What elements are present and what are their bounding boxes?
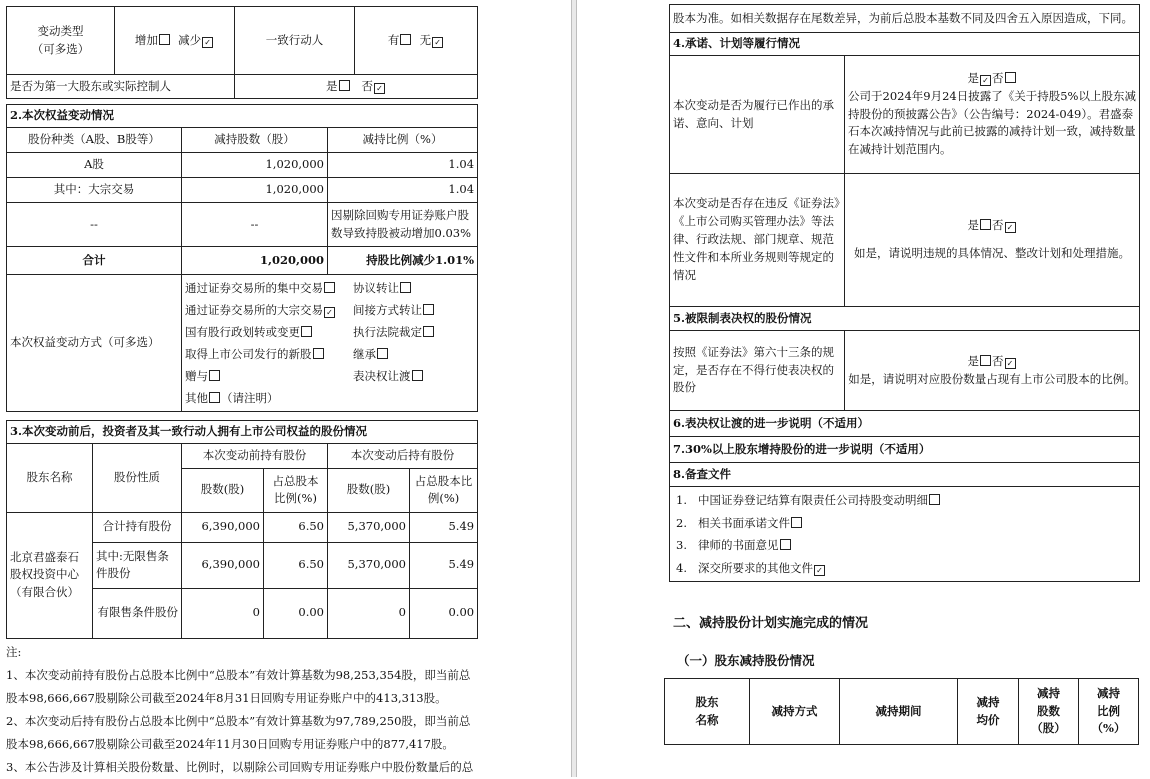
after-pct-cell: 5.49: [410, 512, 478, 542]
nature-cell: 合计持有股份: [93, 512, 182, 542]
table-row: [7, 178, 478, 203]
section-8-title: 8.备查文件: [670, 463, 1140, 487]
col-nature: 股份性质: [93, 443, 182, 512]
section-5-title: 5.被限制表决权的股份情况: [670, 307, 1140, 331]
before-shares-cell: 6,390,000: [182, 512, 264, 542]
after-shares-cell: 5,370,000: [328, 542, 410, 588]
total-shares: 1,020,000: [182, 247, 328, 275]
left-page: [0, 0, 571, 777]
method-1-checkbox[interactable]: [324, 282, 335, 293]
q4a-label: 本次变动是否为履行已作出的承诺、意向、计划: [670, 56, 845, 174]
table-row: [7, 203, 478, 247]
table-row: [7, 512, 478, 542]
total-ratio: 持股比例减少1.01%: [328, 247, 478, 275]
concert-label: 一致行动人: [235, 7, 355, 75]
dash-cell: --: [182, 203, 328, 247]
decrease-checkbox[interactable]: [202, 37, 213, 48]
q4b-answer: 是 否✓ 如是，请说明违规的具体情况、整改计划和处理措施。: [845, 174, 1140, 307]
change-type-cell: 变动类型 （可多选）: [7, 7, 115, 75]
q4b-label: 本次变动是否存在违反《证券法》《上市公司购买管理办法》等法律、行政法规、部门规章、规范性文件和本所业务规则等规定的情况: [670, 174, 845, 307]
after-pct-cell: 0.00: [410, 588, 478, 638]
change-type-options: 增加 减少✓: [115, 7, 235, 75]
method-label: 本次权益变动方式（可多选）: [7, 275, 182, 412]
method-options: 通过证券交易所的集中交易 协议转让 通过证券交易所的大宗交易✓ 间接方式转让 国有股行政划转或变更 执行法院裁定 取得上市公司发行的新股 继承 赠与 表决权让渡 其他 （请注明）: [182, 275, 478, 412]
col-holder: 股东名称: [7, 443, 93, 512]
holder-name: 北京君盛泰石股权投资中心（有限合伙）: [7, 512, 93, 638]
reduce-ratio-cell: 1.04: [328, 178, 478, 203]
dash-cell: --: [7, 203, 182, 247]
commitment-table: [669, 4, 1140, 582]
before-pct-cell: 6.50: [264, 542, 328, 588]
note-3: 3、本公告涉及计算相关股份数量、比例时，以剔除公司回购专用证券账户中股份数量后的总: [6, 760, 474, 774]
before-shares-cell: 6,390,000: [182, 542, 264, 588]
after-shares-cell: 0: [328, 588, 410, 638]
before-pct-cell: 6.50: [264, 512, 328, 542]
concert-no-checkbox[interactable]: [432, 37, 443, 48]
docs-list: [670, 487, 1140, 582]
concert-options: 有 无✓: [355, 7, 478, 75]
heading-section-2: 二、减持股份计划实施完成的情况: [673, 616, 869, 631]
col-reduce-shares: 减持股数（股）: [182, 128, 328, 153]
notes-title: 注:: [6, 645, 22, 659]
reduction-table: [664, 678, 1139, 745]
passive-note: 因剔除回购专用证券账户股数导致持股被动增加0.03%: [328, 203, 478, 247]
col-reduce-ratio: 减持比例（%）: [328, 128, 478, 153]
q5-answer: 是 否✓ 如是，请说明对应股份数量占现有上市公司股本的比例。: [845, 331, 1140, 411]
method-8-checkbox[interactable]: [377, 348, 388, 359]
reduce-shares-cell: 1,020,000: [182, 153, 328, 178]
col-before-pct: 占总股本比例(%): [264, 468, 328, 512]
method-5-checkbox[interactable]: [301, 326, 312, 337]
share-type-cell: A股: [7, 153, 182, 178]
after-shares-cell: 5,370,000: [328, 512, 410, 542]
note-2: 2、本次变动后持有股份占总股本比例中“总股本”有效计算基数为97,789,250股，即当前总股本98,666,667股剔除公司截至2024年11月30日回购专用证券账户中的877,417股。: [6, 714, 471, 751]
total-label: 合计: [7, 247, 182, 275]
col-holder-name: 股东 名称: [665, 679, 750, 745]
section-3-title: 3.本次变动前后，投资者及其一致行动人拥有上市公司权益的股份情况: [7, 421, 478, 444]
method-10-checkbox[interactable]: [412, 370, 423, 381]
method-3-checkbox[interactable]: [324, 307, 335, 318]
first-holder-label: 是否为第一大股东或实际控制人: [7, 75, 235, 99]
equity-change-table: [6, 104, 478, 412]
col-before: 本次变动前持有股份: [182, 443, 328, 468]
reduce-shares-cell: 1,020,000: [182, 178, 328, 203]
section-4-title: 4.承诺、计划等履行情况: [670, 33, 1140, 56]
col-after-pct: 占总股本比例(%): [410, 468, 478, 512]
method-6-checkbox[interactable]: [423, 326, 434, 337]
col-shares: 减持 股数 （股）: [1019, 679, 1079, 745]
list-item: 3. 律师的书面意见: [676, 534, 1136, 557]
right-page: [577, 0, 1150, 777]
note-1: 1、本次变动前持有股份占总股本比例中“总股本”有效计算基数为98,253,354股，即当前总股本98,666,667股剔除公司截至2024年8月31日回购专用证券账户中的413,313股。: [6, 668, 471, 705]
nature-cell: 其中:无限售条件股份: [93, 542, 182, 588]
col-after: 本次变动后持有股份: [328, 443, 478, 468]
list-item: 4. 深交所要求的其他文件✓: [676, 557, 1136, 580]
method-7-checkbox[interactable]: [313, 348, 324, 359]
change-type-table: [6, 6, 478, 99]
first-holder-yes-checkbox[interactable]: [339, 80, 350, 91]
q5-no-checkbox[interactable]: [1005, 358, 1016, 369]
doc-4-checkbox[interactable]: [814, 565, 825, 576]
share-type-cell: 其中：大宗交易: [7, 178, 182, 203]
q4a-yes-checkbox[interactable]: [980, 75, 991, 86]
col-method: 减持方式: [750, 679, 840, 745]
notes-block: [6, 641, 476, 779]
q5-yes-checkbox[interactable]: [980, 355, 991, 366]
before-shares-cell: 0: [182, 588, 264, 638]
continued-text: 股本为准。如相关数据存在尾数差异，为前后总股本基数不同及四舍五入原因造成，下同。: [670, 5, 1140, 33]
col-after-shares: 股数(股): [328, 468, 410, 512]
method-9-checkbox[interactable]: [209, 370, 220, 381]
doc-3-checkbox[interactable]: [780, 539, 791, 550]
first-holder-options: 是 否✓: [235, 75, 478, 99]
col-ratio: 减持 比例 （%）: [1079, 679, 1139, 745]
col-avg-price: 减持 均价: [958, 679, 1019, 745]
q4a-no-checkbox[interactable]: [1005, 72, 1016, 83]
section-2-title: 2.本次权益变动情况: [7, 105, 478, 128]
doc-2-checkbox[interactable]: [791, 517, 802, 528]
after-pct-cell: 5.49: [410, 542, 478, 588]
table-row: [7, 153, 478, 178]
q4a-answer: 是✓ 否 公司于2024年9月24日披露了《关于持股5%以上股东减持股份的预披露公告》（公告编号：2024-049）。君盛泰石本次减持情况与此前已披露的减持计划一致，减持数量在减持计划范围内。: [845, 56, 1140, 174]
list-item: 2. 相关书面承诺文件: [676, 512, 1136, 535]
method-2-checkbox[interactable]: [400, 282, 411, 293]
first-holder-no-checkbox[interactable]: [374, 83, 385, 94]
q4b-yes-checkbox[interactable]: [980, 219, 991, 230]
q5-label: 按照《证券法》第六十三条的规定，是否存在不得行使表决权的股份: [670, 331, 845, 411]
concert-yes-checkbox[interactable]: [400, 34, 411, 45]
doc-1-checkbox[interactable]: [929, 494, 940, 505]
holdings-table: [6, 420, 478, 639]
col-share-type: 股份种类（A股、B股等）: [7, 128, 182, 153]
section-6-title: 6.表决权让渡的进一步说明（不适用）: [670, 411, 1140, 437]
method-4-checkbox[interactable]: [423, 304, 434, 315]
list-item: 1. 中国证券登记结算有限责任公司持股变动明细: [676, 489, 1136, 512]
section-7-title: 7.30%以上股东增持股份的进一步说明（不适用）: [670, 437, 1140, 463]
before-pct-cell: 0.00: [264, 588, 328, 638]
total-row: [7, 247, 478, 275]
q4b-no-checkbox[interactable]: [1005, 222, 1016, 233]
col-before-shares: 股数(股): [182, 468, 264, 512]
col-period: 减持期间: [840, 679, 958, 745]
reduce-ratio-cell: 1.04: [328, 153, 478, 178]
method-11-checkbox[interactable]: [209, 392, 220, 403]
increase-checkbox[interactable]: [159, 34, 170, 45]
nature-cell: 有限售条件股份: [93, 588, 182, 638]
heading-subsection-1: （一）股东减持股份情况: [677, 653, 815, 668]
